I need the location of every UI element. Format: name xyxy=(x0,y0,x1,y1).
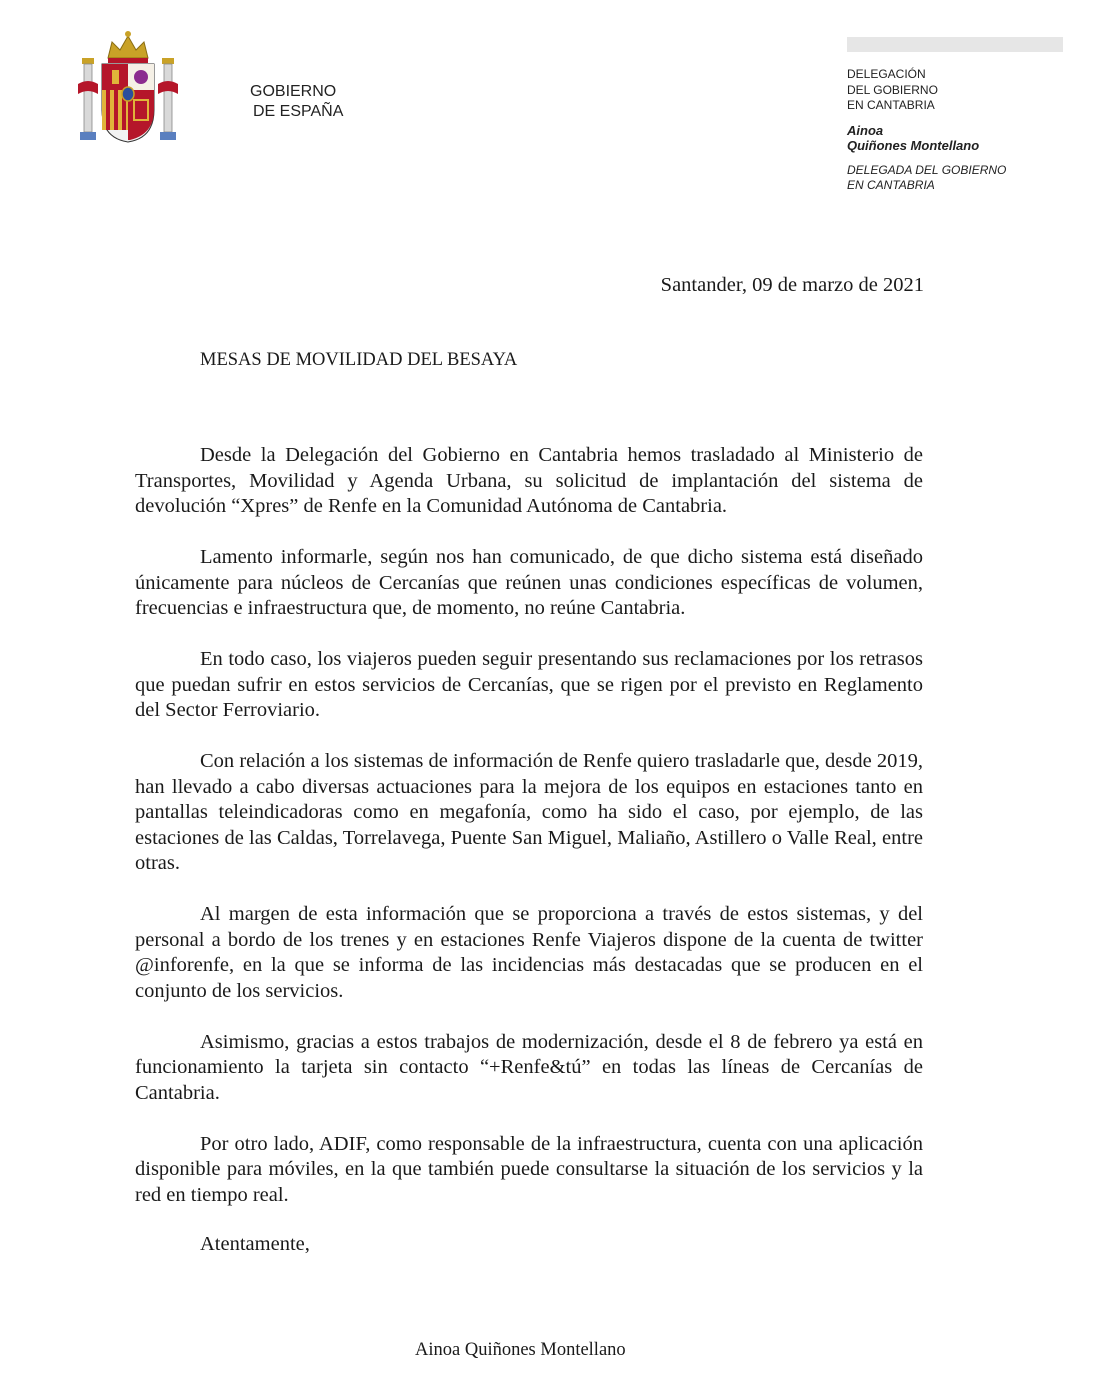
office-block xyxy=(847,67,1006,194)
delegate-role xyxy=(847,163,1006,194)
body-paragraph: Por otro lado, ADIF, como responsable de la infraestructura, cuenta con una aplicación disponible para móviles, en la que también puede consultarse la situación de los servicios y la red en tiempo real. xyxy=(135,1132,923,1206)
letter-date: Santander, 09 de marzo de 2021 xyxy=(660,274,924,296)
letter-signature: Ainoa Quiñones Montellano xyxy=(415,1340,626,1360)
gov-title-line1: GOBIERNO xyxy=(250,83,337,100)
letter-subject: MESAS DE MOVILIDAD DEL BESAYA xyxy=(200,350,518,370)
delegate-name xyxy=(847,123,1006,154)
delegate-name-line: Ainoa xyxy=(847,122,884,138)
gov-title-line2: DE ESPAÑA xyxy=(253,103,344,120)
office-line: DEL GOBIERNO xyxy=(847,82,938,97)
header-grey-bar xyxy=(847,37,1063,52)
body-paragraph: Con relación a los sistemas de información de Renfe quiero trasladarle que, desde 2019, han llevado a cabo diversas actuaciones para la mejora de los equipos en estaciones tanto en pantallas teleindicadoras como en megafonía, como ha sido el caso, por ejemplo, de las estaciones de las Caldas, Torrelavega, Puente San Miguel, Maliaño, Astillero o Valle Real, entre otras. xyxy=(135,750,923,874)
delegate-role-line: EN CANTABRIA xyxy=(847,178,935,192)
letter-body xyxy=(135,443,923,1234)
body-paragraph: Desde la Delegación del Gobierno en Cantabria hemos trasladado al Ministerio de Transportes, Movilidad y Agenda Urbana, su solicitud de implantación del sistema de devolución “Xpres” de Renfe en la Comunidad Autónoma de Cantabria. xyxy=(135,444,923,517)
delegate-name-line: Quiñones Montellano xyxy=(847,138,980,153)
body-paragraph: Lamento informarle, según nos han comunicado, de que dicho sistema está diseñado únicamente para núcleos de Cercanías que reúnen unas condiciones específicas de volumen, frecuencias e infraestructura que, de momento, no reúne Cantabria. xyxy=(135,546,923,619)
office-line: DELEGACIÓN xyxy=(847,67,926,81)
office-line: EN CANTABRIA xyxy=(847,98,935,112)
coat-of-arms-icon xyxy=(74,28,182,146)
letter-closing: Atentamente, xyxy=(200,1233,310,1255)
delegate-role-line: DELEGADA DEL GOBIERNO xyxy=(847,162,1007,177)
government-title xyxy=(250,82,343,122)
body-paragraph: Al margen de esta información que se proporciona a través de estos sistemas, y del personal a bordo de los trenes y en estaciones Renfe Viajeros dispone de la cuenta de twitter @inforenfe, en la que se informa de las incidencias más destacadas que se producen en el conjunto de los servicios. xyxy=(135,903,923,1002)
body-paragraph: Asimismo, gracias a estos trabajos de modernización, desde el 8 de febrero ya está en funcionamiento la tarjeta sin contacto “+Renfe&tú” en todas las líneas de Cercanías de Cantabria. xyxy=(135,1030,923,1104)
body-paragraph: En todo caso, los viajeros pueden seguir presentando sus reclamaciones por los retrasos que puedan sufrir en estos servicios de Cercanías, que se rigen por el previsto en Reglamento del Sector Ferroviario. xyxy=(135,648,923,721)
